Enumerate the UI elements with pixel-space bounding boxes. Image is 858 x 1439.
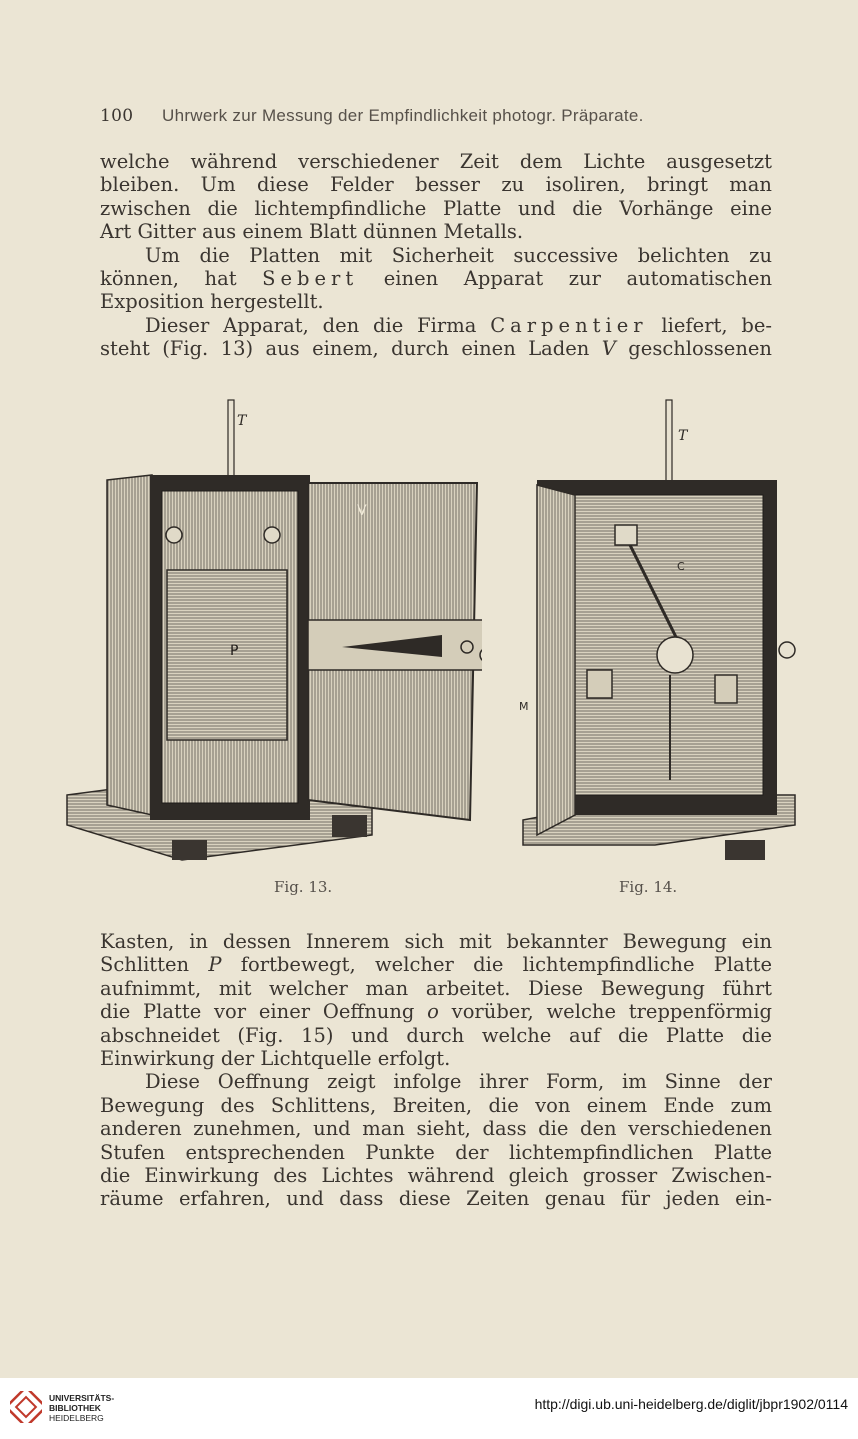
text-line: Einwirkung der Lichtquelle erfolgt.: [100, 1047, 451, 1071]
label-m: M: [519, 700, 529, 713]
text-line: Um die Platten mit Sicherheit successive belichten zu: [145, 243, 772, 267]
label-v: V: [357, 503, 367, 519]
person-name-sebert: Sebert: [262, 267, 359, 291]
text-line: aufnimmt, mit welcher man arbeitet. Diese Bewegung führt: [100, 976, 772, 1000]
text-line: steht (Fig. 13) aus einem, durch einen Laden V geschlossenen: [100, 337, 772, 361]
university-library-logo-icon: [10, 1391, 42, 1423]
label-c: C: [677, 560, 685, 573]
variable-v: V: [601, 337, 616, 361]
text-line: zwischen die lichtempfindliche Platte und die Vorhänge eine: [100, 196, 772, 220]
text-line: die Platte vor einer Oeffnung o vorüber, welche treppenförmig: [100, 1000, 773, 1024]
text-line: anderen zunehmen, und man sieht, dass die den verschiedenen: [100, 1117, 772, 1141]
text-line: Dieser Apparat, den die Firma Carpentier liefert, be-: [145, 313, 772, 337]
text-block-top: [100, 150, 772, 361]
figure-13-caption: Fig. 13.: [274, 878, 333, 896]
text-line: Art Gitter aus einem Blatt dünnen Metalls.: [100, 220, 524, 244]
source-url-link[interactable]: http://digi.ub.uni-heidelberg.de/diglit/jbpr1902/0114: [534, 1396, 848, 1412]
text-line: die Einwirkung des Lichtes während gleich grosser Zwischen-: [100, 1164, 772, 1188]
text-line: räume erfahren, und dass diese Zeiten genau für jeden ein-: [100, 1187, 772, 1211]
page-number: 100: [100, 106, 134, 126]
running-title: Uhrwerk zur Messung der Empfindlichkeit photogr. Präparate.: [162, 106, 644, 125]
figure-13-illustration: [62, 395, 482, 875]
label-p: P: [230, 643, 239, 659]
variable-o: o: [427, 1000, 439, 1024]
text-line: Exposition hergestellt.: [100, 290, 324, 314]
label-t: T: [678, 428, 688, 444]
figure-14-illustration: [515, 395, 800, 865]
figure-14-caption: Fig. 14.: [619, 878, 678, 896]
digitization-footer: [0, 1378, 858, 1439]
text-line: Kasten, in dessen Innerem sich mit bekannter Bewegung ein: [100, 930, 772, 953]
text-block-bottom: [100, 930, 772, 1211]
text-line: welche während verschiedener Zeit dem Lichte ausgesetzt: [100, 150, 772, 173]
text-line: abschneidet (Fig. 15) und durch welche auf die Platte die: [100, 1023, 772, 1047]
running-header: [100, 106, 725, 132]
text-line: Stufen entsprechenden Punkte der lichtempfindlichen Platte: [100, 1140, 772, 1164]
text-line: Schlitten P fortbewegt, welcher die lichtempfindliche Platte: [100, 953, 772, 977]
label-t: T: [237, 413, 247, 429]
company-name-carpentier: Carpentier: [490, 313, 648, 337]
library-name: UNIVERSITÄTS- BIBLIOTHEK HEIDELBERG: [49, 1393, 115, 1423]
variable-p: P: [208, 953, 222, 977]
text-line: Bewegung des Schlittens, Breiten, die von einem Ende zum: [100, 1093, 772, 1117]
text-line: können, hat Sebert einen Apparat zur automatischen: [100, 267, 773, 291]
text-line: Diese Oeffnung zeigt infolge ihrer Form, im Sinne der: [145, 1070, 772, 1094]
text-line: bleiben. Um diese Felder besser zu isoliren, bringt man: [100, 173, 772, 197]
